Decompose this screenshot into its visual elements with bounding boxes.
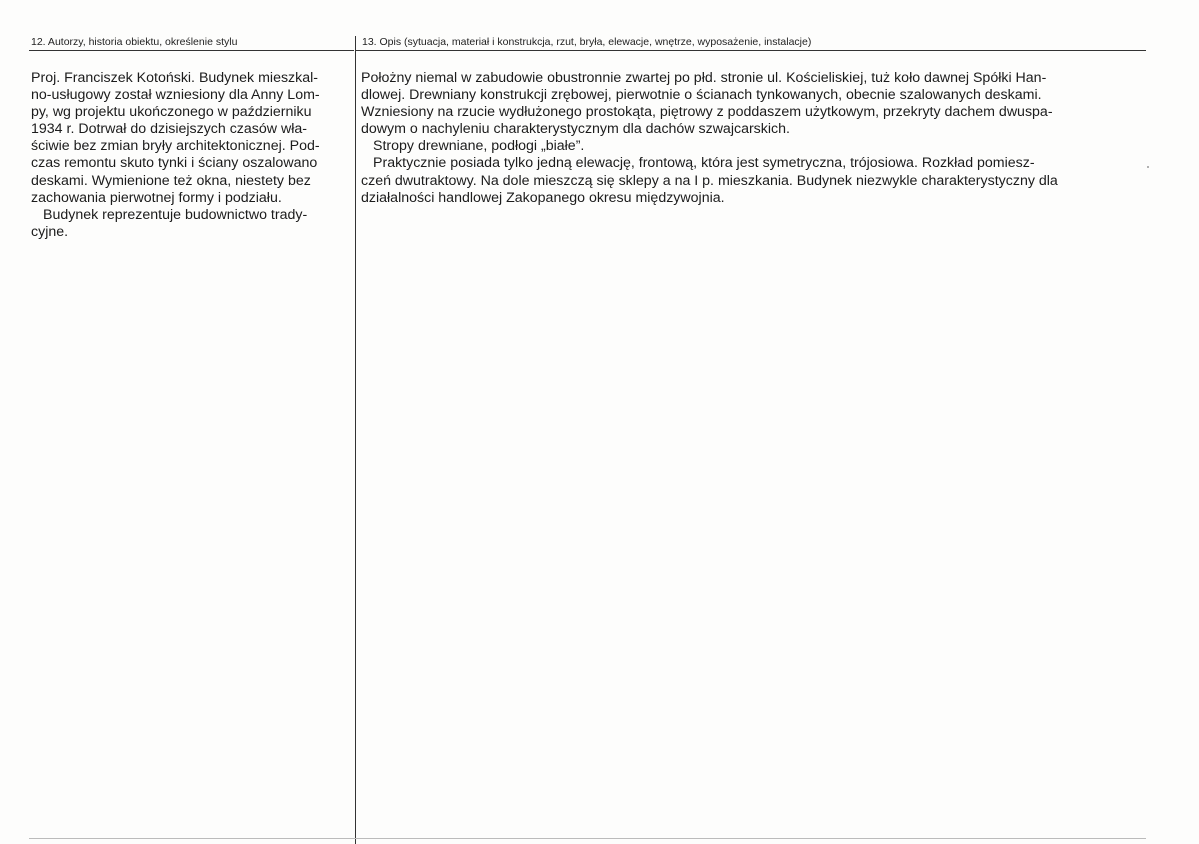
- scan-speck: [1147, 166, 1149, 168]
- text-line: Stropy drewniane, podłogi „białe”.: [373, 138, 585, 155]
- text-line: czeń dwutraktowy. Na dole mieszczą się sklepy a na I p. mieszkania. Budynek niezwykle charakterystyczny dla: [361, 172, 1058, 189]
- text-line: py, wg projektu ukończonego w październiku: [31, 104, 312, 121]
- text-line: 1934 r. Dotrwał do dzisiejszych czasów wła-: [31, 121, 307, 138]
- text-line: Proj. Franciszek Kotoński. Budynek mieszkal-: [31, 70, 319, 86]
- text-line: cyjne.: [31, 223, 69, 240]
- section-12-header: 12. Autorzy, historia obiektu, określenie stylu: [31, 36, 238, 48]
- header-rule-left: [29, 50, 354, 51]
- text-line: dlowej. Drewniany konstrukcji zrębowej, pierwotnie o ścianach tynkowanych, obecnie szalowanych deskami.: [361, 87, 1042, 104]
- text-line: Wzniesiony na rzucie wydłużonego prostokąta, piętrowy z poddaszem użytkowym, przekryty dachem dwuspa-: [361, 104, 1053, 121]
- text-line: no-usługowy został wzniesiony dla Anny Lom-: [31, 87, 320, 104]
- text-line: zachowania pierwotnej formy i podziału.: [31, 189, 282, 206]
- text-line: ściwie bez zmian bryły architektonicznej. Pod-: [31, 138, 320, 155]
- header-rule-right: [356, 50, 1146, 51]
- text-line: działalności handlowej Zakopanego okresu międzywojnia.: [361, 189, 725, 206]
- section-13-body: [361, 70, 1141, 207]
- section-13-header: 13. Opis (sytuacja, materiał i konstrukcja, rzut, bryła, elewacje, wnętrze, wyposażenie, instalacje): [362, 36, 812, 48]
- text-line: Położny niemal w zabudowie obustronnie zwartej po płd. stronie ul. Kościeliskiej, tuż koło dawnej Spółki Han-: [361, 70, 1047, 86]
- text-line: dowym o nachyleniu charakterystycznym dla dachów szwajcarskich.: [361, 121, 790, 138]
- text-line: Praktycznie posiada tylko jedną elewację, frontową, która jest symetryczna, trójosiowa. Rozkład pomiesz-: [373, 155, 1035, 172]
- text-line: czas remontu skuto tynki i ściany oszalowano: [31, 155, 318, 172]
- section-12-body: [31, 70, 351, 241]
- text-line: deskami. Wymienione też okna, niestety bez: [31, 172, 311, 189]
- column-divider: [355, 36, 356, 844]
- bottom-rule: [29, 838, 1146, 839]
- text-line: Budynek reprezentuje budownictwo trady-: [43, 206, 308, 223]
